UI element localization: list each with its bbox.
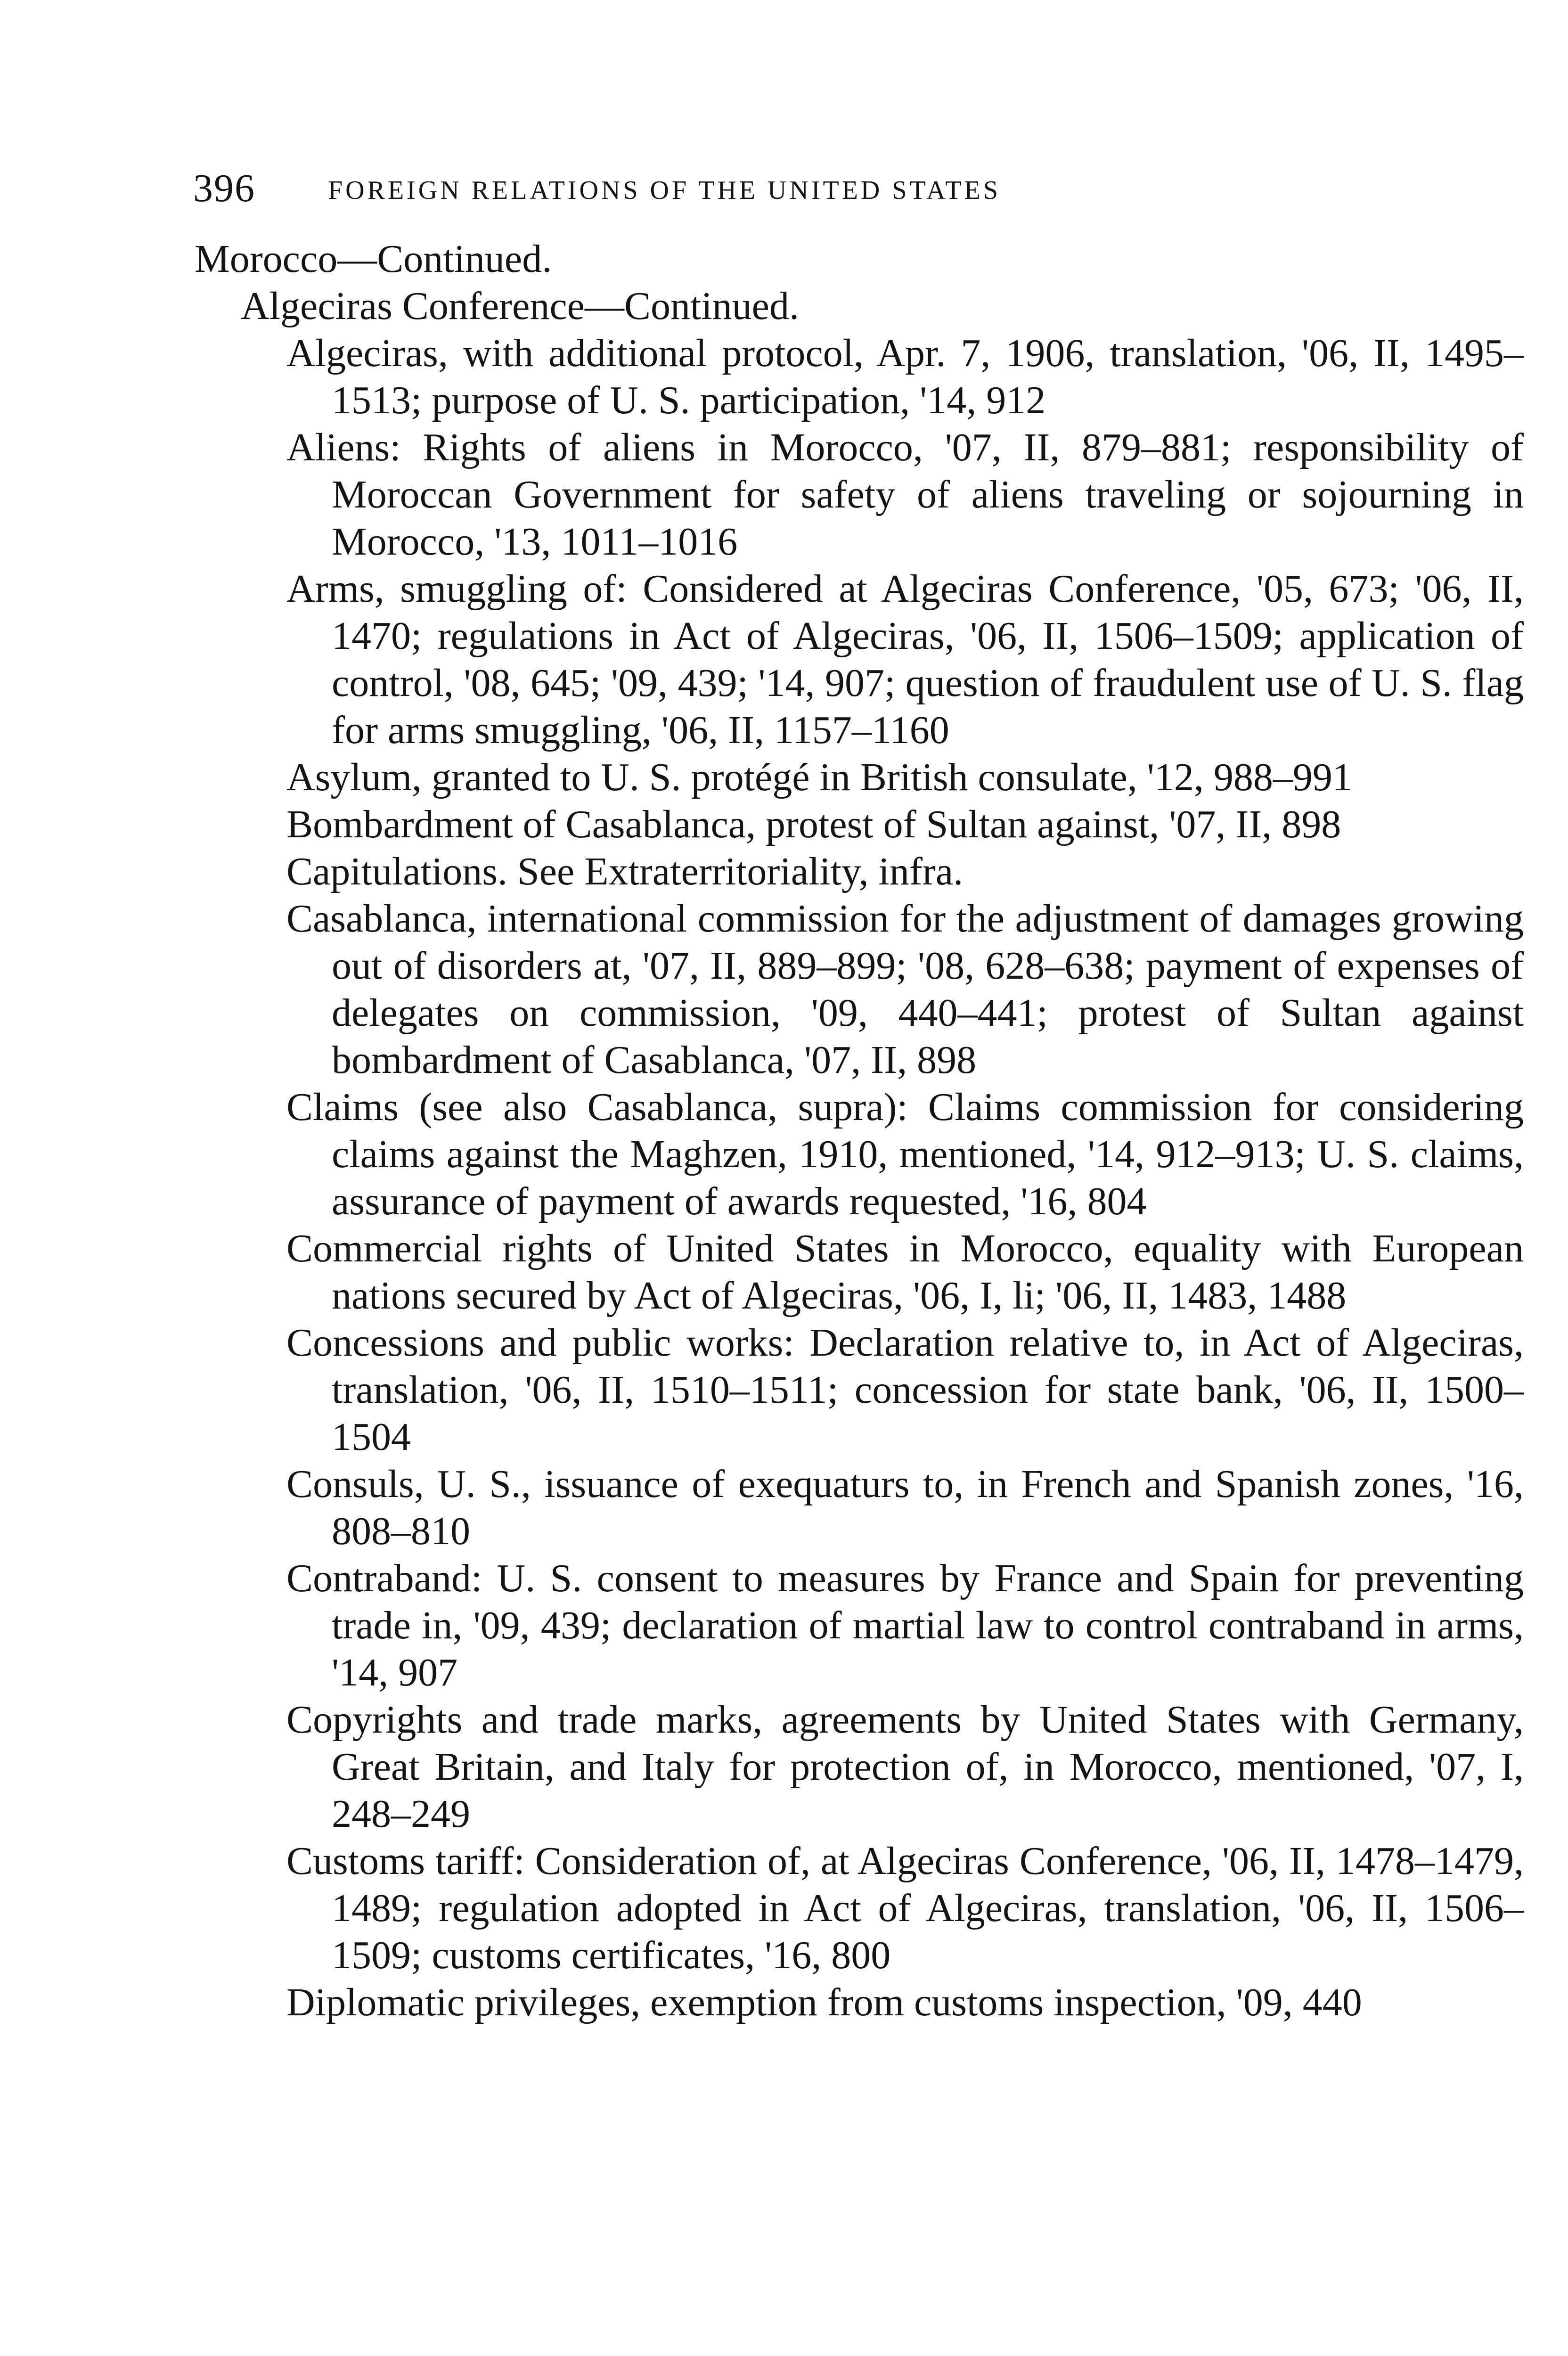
index-entry-diplomatic-privileges: Diplomatic privileges, exemption from customs inspection, '09, 440 [286, 1980, 1362, 2024]
index-entry-bombardment: Bombardment of Casablanca, protest of Sultan against, '07, II, 898 [286, 802, 1341, 846]
index-entry-customs-tariff: Customs tariff: Consideration of, at Algeciras Conference, '06, II, 1478–1479, 1489; regulation adopted in Act of Algeciras, translation, '06, II, 1506–1509; customs certificates, '16, 800 [286, 1839, 1524, 1977]
index-content [195, 236, 1524, 2026]
index-entry-contraband: Contraband: U. S. consent to measures by France and Spain for preventing trade in, '09, 439; declaration of martial law to control contraband in arms, '14, 907 [286, 1556, 1524, 1694]
index-entry-casablanca: Casablanca, international commission for the adjustment of damages growing out of disorders at, '07, II, 889–899; '08, 628–638; payment of expenses of delegates on commission, '09, 440–441; protest of Sultan against bombardment of Casablanca, '07, II, 898 [286, 897, 1524, 1082]
index-entry-claims: Claims (see also Casablanca, supra): Claims commission for considering claims against the Maghzen, 1910, mentioned, '14, 912–913; U. S. claims, assurance of payment of awards requested, '16, 804 [286, 1085, 1524, 1223]
index-subheading: Algeciras Conference—Continued. [241, 284, 799, 328]
index-heading: Morocco—Continued. [195, 237, 552, 281]
index-entry-asylum: Asylum, granted to U. S. protégé in British consulate, '12, 988–991 [286, 755, 1352, 799]
index-entry-arms-smuggling: Arms, smuggling of: Considered at Algeciras Conference, '05, 673; '06, II, 1470; regulations in Act of Algeciras, '06, II, 1506–1509; application of control, '08, 645; '09, 439; '14, 907; question of fraudulent use of U. S. flag for arms smuggling, '06, II, 1157–1160 [286, 567, 1524, 752]
index-entry-aliens: Aliens: Rights of aliens in Morocco, '07, II, 879–881; responsibility of Moroccan Government for safety of aliens traveling or sojourning in Morocco, '13, 1011–1016 [286, 425, 1524, 564]
page-number: 396 [193, 166, 255, 210]
index-entry-consuls: Consuls, U. S., issuance of exequaturs to, in French and Spanish zones, '16, 808–810 [286, 1462, 1524, 1553]
index-entry-commercial-rights: Commercial rights of United States in Morocco, equality with European nations secured by Act of Algeciras, '06, I, li; '06, II, 1483, 1488 [286, 1227, 1524, 1317]
index-entry-capitulations: Capitulations. See Extraterritoriality, infra. [286, 850, 964, 893]
index-entry-concessions: Concessions and public works: Declaration relative to, in Act of Algeciras, translation, '06, II, 1510–1511; concession for state bank, '06, II, 1500–1504 [286, 1321, 1524, 1459]
index-entry-copyrights: Copyrights and trade marks, agreements by United States with Germany, Great Britain, and Italy for protection of, in Morocco, mentioned, '07, I, 248–249 [286, 1698, 1524, 1836]
index-sub-entry: Algeciras, with additional protocol, Apr. 7, 1906, translation, '06, II, 1495–1513; purpose of U. S. participation, '14, 912 [286, 331, 1524, 422]
running-head: FOREIGN RELATIONS OF THE UNITED STATES [328, 176, 1001, 205]
page-header [193, 163, 1277, 219]
